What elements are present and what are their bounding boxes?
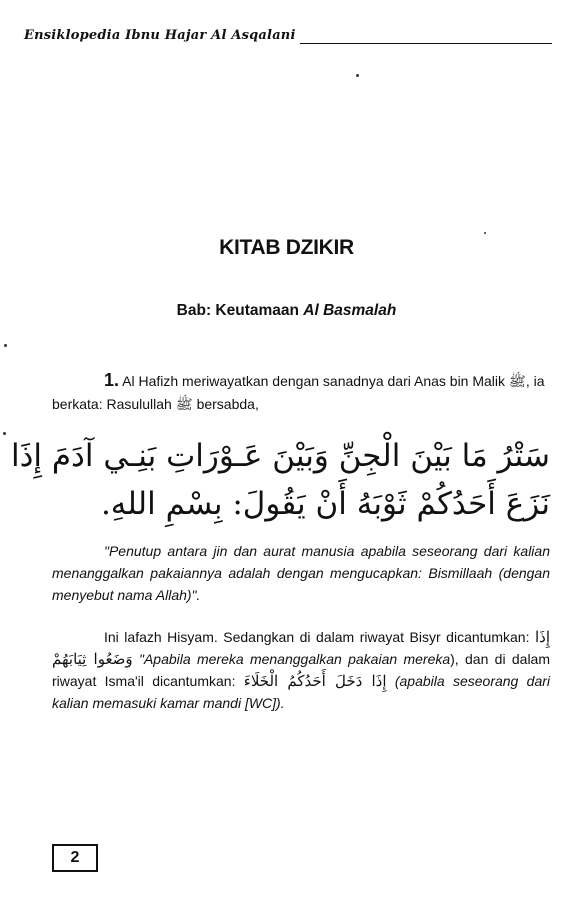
header-rule — [300, 43, 552, 44]
intro-text-2: , ia berkata: Rasulullah — [52, 373, 545, 412]
section-heading — [0, 302, 573, 320]
intro-text-1: Al Hafizh meriwayatkan dengan sanadnya dari Anas bin Malik — [122, 373, 506, 389]
running-header — [24, 28, 552, 50]
scan-speck — [484, 232, 486, 234]
running-header-title: Ensiklopedia Ibnu Hajar Al Asqalani — [24, 28, 296, 43]
scan-speck — [4, 344, 7, 347]
page-number: 2 — [52, 844, 98, 872]
section-emphasis: Al Basmalah — [303, 302, 397, 319]
paragraph-notes — [52, 626, 550, 714]
scan-speck — [3, 432, 6, 435]
notes-text-2: ), dan di dalam riwayat Isma'il dicantumkan: — [52, 651, 550, 689]
arabic-phrase-bisyr: إِذَا وَضَعُوا ثِيَابَهُمْ — [52, 628, 551, 668]
notes-quote-1: "Apabila mereka menanggalkan pakaian mereka — [138, 651, 451, 667]
chapter-title: KITAB DZIKIR — [219, 236, 354, 259]
arabic-hadith-line-2: نَزَعَ أَحَدُكُمْ ثَوْبَهُ أَنْ يَقُولَ: بِسْمِ اللهِ. — [100, 486, 550, 522]
notes-text-1: Ini lafazh Hisyam. Sedangkan di dalam riwayat Bisyr dicantumkan: — [104, 629, 530, 645]
section-prefix: Bab: Keutamaan — [176, 302, 299, 319]
paragraph-intro — [52, 369, 550, 416]
translation-text: "Penutup antara jin dan aurat manusia apabila seseorang dari kalian menanggalkan pakaiannya adalah dengan mengucapkan: Bismillaah (dengan menyebut nama Allah)". — [52, 543, 550, 603]
arabic-hadith-line-1: سَتْرُ مَا بَيْنَ الْجِنِّ وَبَيْنَ عَـوْرَاتِ بَنِـي آدَمَ إِذَا — [10, 438, 550, 474]
translation-paragraph — [52, 540, 550, 606]
notes-text-3: (apabila seseorang dari kalian memasuki kamar mandi [WC]). — [52, 673, 550, 711]
arabic-phrase-ismail: إِذَا دَخَلَ أَحَدُكُمُ الْخَلَاءَ — [243, 672, 387, 690]
intro-text-3: bersabda, — [196, 396, 259, 412]
hadith-number: 1. — [104, 370, 120, 390]
scan-speck — [356, 74, 359, 77]
honorific-symbol: ﷺ — [175, 397, 193, 413]
honorific-symbol: ﷺ — [508, 374, 526, 390]
